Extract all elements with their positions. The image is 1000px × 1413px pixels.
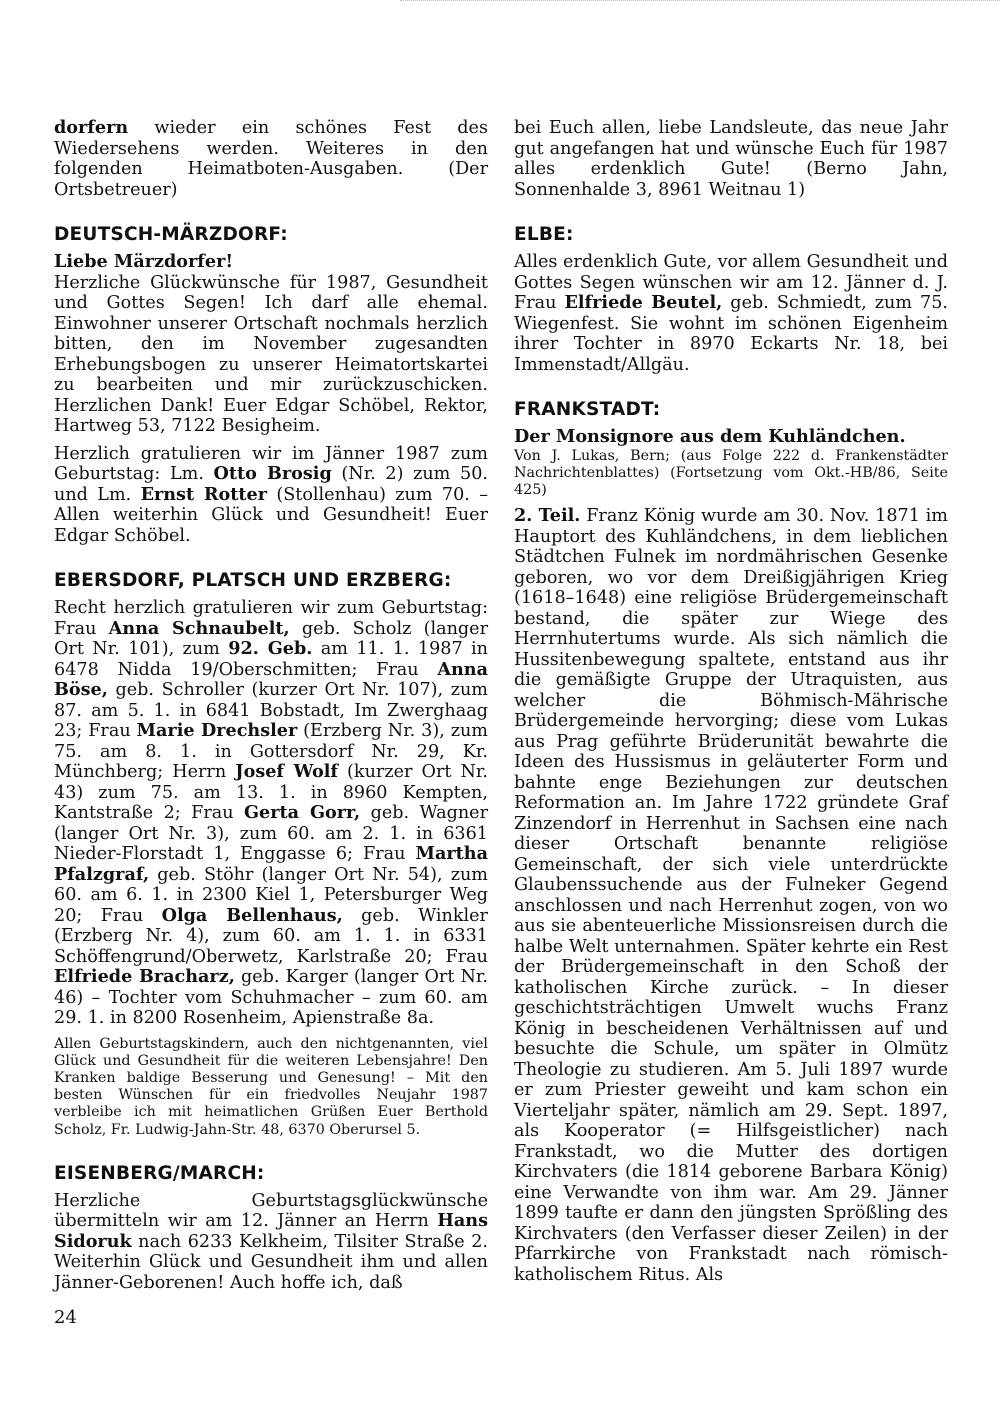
text-span: geb. Wagner (langer Ort Nr. 3), zum 60. am 2. 1. in 6361 Nieder-Florstadt 1, Enggasse 6; Frau (54, 803, 488, 864)
person-name: Elfriede Bracharz, (54, 966, 235, 987)
ebersdorf-closing-small: Allen Geburtstagskindern, auch den nichtgenannten, viel Glück und Gesundheit für die weiteren Lebensjahre! Den Kranken baldige Besserung und Genesung! – Mit den besten Wünschen für ein friedvolles Neujahr 1987 verbleibe ich mit heimatlichen Grüßen Euer Berthold Scholz, Fr. Ludwig-Jahn-Str. 48, 6370 Oberursel 5. (54, 1035, 488, 1138)
person-name: Hans Sidoruk (54, 1210, 488, 1252)
section-heading-deutsch-maerzdorf: DEUTSCH-MÄRZDORF: (54, 224, 288, 245)
greeting: Liebe Märzdorfer! (54, 251, 234, 272)
text-span: am 11. 1. 1987 in 6478 Nidda 19/Oberschmitten; Frau (54, 639, 488, 680)
deutsch-paragraph-1: Herzliche Glückwünsche für 1987, Gesundheit und Gottes Segen! Ich darf alle ehemal. Einwohner unserer Ortschaft nochmals herzlich bitten, den im November zugesandten Erhebungsbogen zu unserer Heimatortskartei zu bearbeiten und mir zurückzuschicken. Herzlichen Dank! Euer Edgar Schöbel, Rektor, Hartweg 53, 7122 Besigheim. (54, 272, 488, 436)
right-intro-paragraph: bei Euch allen, liebe Landsleute, das neue Jahr gut angefangen hat und wünsche Euch für 1987 alles erdenklich Gute! (Berno Jahn, Sonnenhalde 3, 8961 Weitnau 1) (514, 118, 948, 200)
person-name: Josef Wolf (235, 761, 338, 782)
person-name: Olga Bellenhaus, (161, 904, 343, 926)
page-number: 24 (54, 1307, 77, 1328)
text-span: geb. Scholz (langer Ort Nr. 101), zum (54, 618, 489, 659)
text-span: (Stollenhau) zum 70. – Allen weiterhin Glück und Gesundheit! Euer Edgar Schöbel. (54, 484, 489, 546)
section-heading-frankstadt: FRANKSTADT: (514, 399, 661, 420)
eisenberg-paragraph (54, 1191, 488, 1294)
text-span: Herzlich gratulieren wir im Jänner 1987 zum Geburtstag: Lm. (54, 443, 488, 484)
text-span: (Nr. 2) zum 50. und Lm. (54, 464, 488, 505)
left-column (54, 118, 488, 1300)
person-name: Otto Brosig (213, 463, 332, 484)
text-span: Herzliche Geburtstagsglückwünsche übermitteln wir am 12. Jänner an Herrn (54, 1190, 488, 1232)
person-name: Elfriede Beutel, (564, 292, 723, 313)
article-subtitle: Der Monsignore aus dem Kuhländchen. (514, 426, 906, 447)
text-span: geb. Karger (langer Ort Nr. 46) – Tochter vom Schuhmacher – zum 60. am 29. 1. in 8200 Rosenheim, Apienstraße 8a. (54, 967, 488, 1028)
text-span: geb. Stöhr (langer Ort Nr. 54), zum 60. am 6. 1. in 2300 Kiel 1, Petersburger Weg 20; Frau (54, 864, 488, 926)
bold-word: dorfern (54, 117, 129, 138)
text-span: Recht herzlich gratulieren wir zum Geburtstag: Frau (54, 598, 488, 639)
text-span: (Erzberg Nr. 3), zum 75. am 8. 1. in Gottersdorf Nr. 29, Kr. Münchberg; Herrn (54, 721, 488, 782)
text-span: geb. Winkler (Erzberg Nr. 4), zum 60. am 1. 1. in 6331 Schöffengrund/Oberwetz, Karlstraße 20; Frau (54, 905, 488, 967)
person-name: Gerta Gorr, (244, 802, 361, 823)
article-body (514, 506, 948, 1285)
person-name: Anna Böse, (54, 658, 488, 700)
person-name: Marie Drechsler (136, 720, 298, 741)
person-name: Ernst Rotter (140, 483, 268, 505)
section-heading-elbe: ELBE: (514, 224, 574, 245)
person-name: Martha Pfalzgraf, (54, 843, 488, 885)
text-span: Alles erdenklich Gute, vor allem Gesundheit und Gottes Segen wünschen wir am 12. Jänner d. J. Frau (514, 252, 948, 313)
right-column (514, 118, 948, 1292)
article-text: Franz König wurde am 30. Nov. 1871 im Hauptort des Kuhländchens, in dem lieblichen Städtchen Fulnek im nordmährischen Gesenke geboren, wo vor dem Dreißigjährigen Krieg (1618–1648) eine religiöse Brüdergemeinschaft bestand, die später zur Wiege des Herrnhutertums wurde. Als sich nämlich die Hussitenbewegung spaltete, entstand aus ihr die gemäßigte Gruppe der Utraquisten, aus welcher die Böhmisch-Mährische Brüdergemeinde hervorging; diese vom Lukas aus Prag geführte Brüderunität bewahrte die Ideen des Hussismus in geläuterter Form und bahnte enge Beziehungen zur deutschen Reformation an. Im Jahre 1722 gründete Graf Zinzendorf in Herrenhut in Sachsen eine nach dieser Ortschaft benannte religiöse Gemeinschaft, der sich viele unterdrückte Glaubenssuchende aus der Fulneker Gegend anschlossen und nach Herrenhut zogen, von wo aus sie abenteuerliche Missionsreisen durch die halbe Welt unternahmen. Später kehrte ein Rest der Brüdergemeinschaft in den Schoß der katholischen Kirche zurück. – In dieser geschichtsträchtigen Umwelt wuchs Franz König in bescheidenen Verhältnissen auf und besuchte die Schule, um später in Olmütz Theologie zu studieren. Am 5. Juli 1897 wurde er zum Priester geweiht und kam schon ein Vierteljahr später, nämlich am 29. Sept. 1897, als Kooperator (= Hilfsgeistlicher) nach Frankstadt, wo die Mutter des dortigen Kirchvaters (die 1814 geborene Barbara König) eine Verwandte von ihm war. Am 29. Jänner 1899 taufte er dann den jüngsten Sprößling des Kirchvaters (den Verfasser dieser Zeilen) in der Pfarrkirche von Frankstadt nach römisch-katholischem Ritus. Als (514, 506, 948, 1285)
part-label: 2. Teil. (514, 505, 581, 527)
text-span: (kurzer Ort Nr. 43) zum 75. am 13. 1. in 8960 Kempten, Kantstraße 2; Frau (54, 762, 488, 823)
person-name: Anna Schnaubelt, (108, 617, 290, 639)
left-intro-paragraph (54, 118, 488, 200)
text-span: geb. Schmiedt, zum 75. Wiegenfest. Sie wohnt im schönen Eigenheim ihrer Tochter in 8970 Eckarts Nr. 18, bei Immenstadt/Allgäu. (514, 293, 949, 375)
intro-text: wieder ein schönes Fest des Wiedersehens werden. Weiteres in den folgenden Heimatboten-Ausgaben. (Der Ortsbetreuer) (54, 118, 488, 200)
deutsch-paragraph-2 (54, 444, 488, 547)
article-source: Von J. Lukas, Bern; (aus Folge 222 d. Frankenstädter Nachrichtenblattes) (Fortsetzung vom Okt.-HB/86, Seite 425) (514, 447, 948, 498)
bold-text: 92. Geb. (228, 638, 313, 659)
elbe-paragraph (514, 252, 948, 375)
top-dotted-rule (400, 0, 1000, 3)
text-span: nach 6233 Kelkheim, Tilsiter Straße 2. Weiterhin Glück und Gesundheit ihm und allen Jänner-Geborenen! Auch hoffe ich, daß (54, 1231, 488, 1293)
text-span: geb. Schroller (kurzer Ort Nr. 107), zum 87. am 5. 1. in 6841 Bobstadt, Im Zwerghaag 23; Frau (54, 680, 488, 741)
section-heading-ebersdorf: EBERSDORF, PLATSCH UND ERZBERG: (54, 570, 452, 591)
section-heading-eisenberg: EISENBERG/MARCH: (54, 1162, 265, 1184)
ebersdorf-paragraph (54, 598, 488, 1029)
